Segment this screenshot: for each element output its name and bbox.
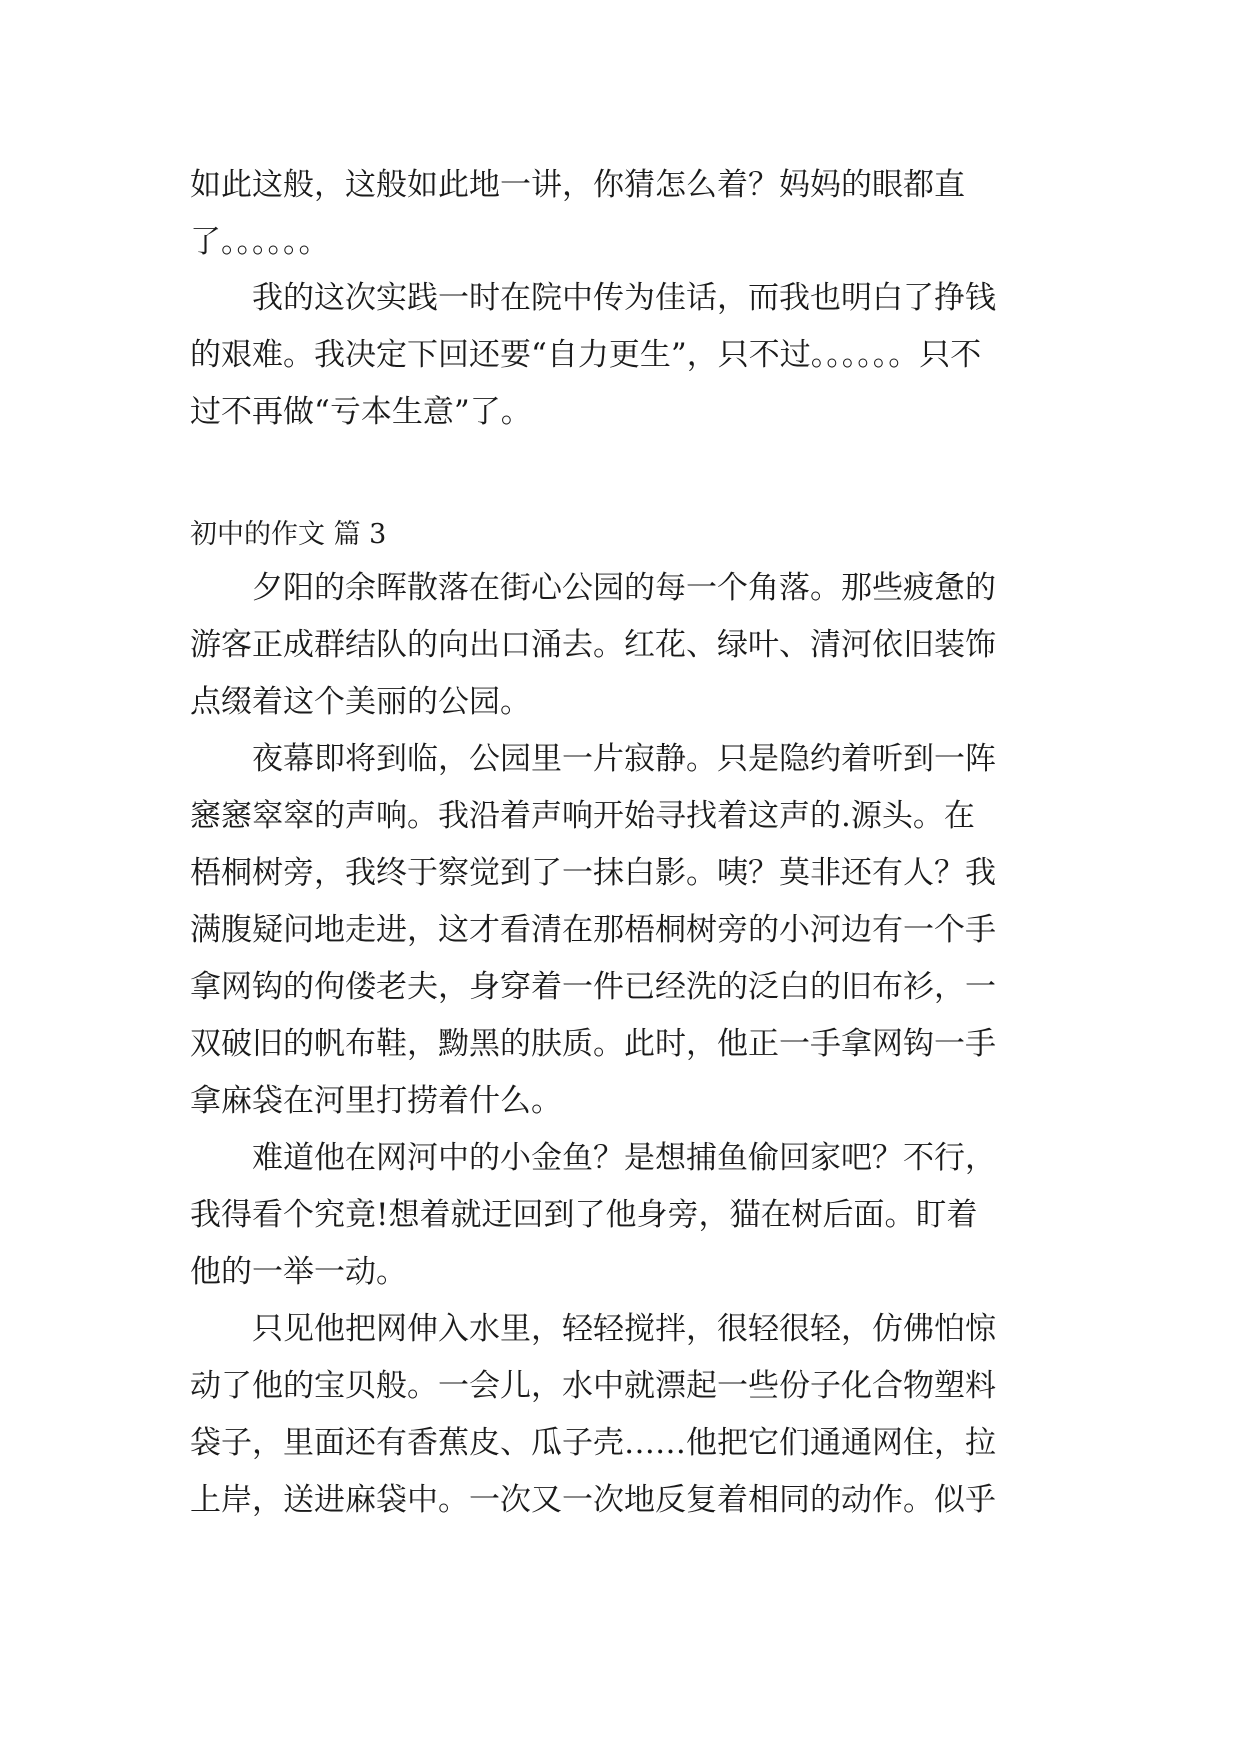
text-line: 点缀着这个美丽的公园。 [190,684,531,720]
text-line: 如此这般，这般如此地一讲，你猜怎么着？妈妈的眼都直 [190,167,965,203]
text-line: 过不再做“亏本生意”了。 [190,394,532,430]
text-line: 的艰难。我决定下回还要“自力更生”，只不过。。。。。。只不 [190,337,982,373]
text-line: 夕阳的余晖散落在街心公园的每一个角落。那些疲惫的 [190,570,996,606]
text-line: 游客正成群结队的向出口涌去。红花、绿叶、清河依旧装饰 [190,627,996,663]
text-line: 窸窸窣窣的声响。我沿着声响开始寻找着这声的.源头。在 [190,798,975,834]
text-line: 了。。。。。。 [190,224,330,260]
text-line: 满腹疑问地走进，这才看清在那梧桐树旁的小河边有一个手 [190,912,996,948]
text-line: 梧桐树旁，我终于察觉到了一抹白影。咦？莫非还有人？我 [190,855,996,891]
text-line: 双破旧的帆布鞋，黝黑的肤质。此时，他正一手拿网钩一手 [190,1026,996,1062]
text-line: 上岸，送进麻袋中。一次又一次地反复着相同的动作。似乎 [190,1482,996,1518]
text-line: 他的一举一动。 [190,1254,407,1290]
text-line: 只见他把网伸入水里，轻轻搅拌，很轻很轻，仿佛怕惊 [190,1311,996,1347]
text-line: 我的这次实践一时在院中传为佳话，而我也明白了挣钱 [190,280,996,316]
text-line: 拿网钩的佝偻老夫，身穿着一件已经洗的泛白的旧布衫，一 [190,969,996,1005]
text-line: 袋子，里面还有香蕉皮、瓜子壳……他把它们通通网住，拉 [190,1425,996,1461]
text-line: 我得看个究竟!想着就迂回到了他身旁，猫在树后面。盯着 [190,1197,978,1233]
text-line: 夜幕即将到临，公园里一片寂静。只是隐约着听到一阵 [190,741,996,777]
text-line: 难道他在网河中的小金鱼？是想捕鱼偷回家吧？不行， [190,1140,996,1176]
text-line: 动了他的宝贝般。一会儿，水中就漂起一些份子化合物塑料 [190,1368,996,1404]
text-line: 拿麻袋在河里打捞着什么。 [190,1083,562,1119]
section-heading: 初中的作文 篇 3 [190,519,387,550]
